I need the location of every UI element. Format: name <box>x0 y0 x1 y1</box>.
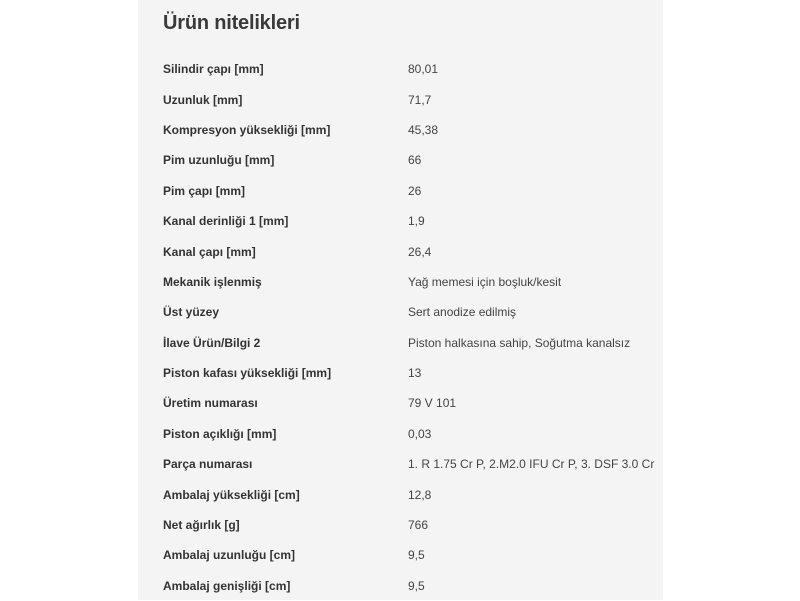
section-title: Ürün nitelikleri <box>163 12 300 34</box>
spec-label: Kanal derinliği 1 [mm] <box>163 214 289 229</box>
spec-list <box>138 54 663 601</box>
spec-value: 1. R 1.75 Cr P, 2.M2.0 IFU Cr P, 3. DSF 3.0 Cr <box>408 457 655 472</box>
spec-label: Üst yüzey <box>163 305 220 320</box>
spec-value: 66 <box>408 153 422 168</box>
spec-value: 79 V 101 <box>408 396 457 411</box>
spec-value: Piston halkasına sahip, Soğutma kanalsız <box>408 335 631 350</box>
spec-label: Pim uzunluğu [mm] <box>163 153 275 168</box>
spec-value: 26 <box>408 183 422 198</box>
spec-label: Üretim numarası <box>163 396 258 411</box>
spec-label: Silindir çapı [mm] <box>163 62 264 77</box>
spec-label: Net ağırlık [g] <box>163 518 240 533</box>
spec-row-crown-height <box>138 358 663 388</box>
spec-value: 26,4 <box>408 244 432 259</box>
spec-label: Parça numarası <box>163 457 253 472</box>
spec-label: Kanal çapı [mm] <box>163 244 256 259</box>
spec-row-additional-info <box>138 328 663 358</box>
spec-row-pin-length <box>138 145 663 175</box>
spec-row-groove-diameter <box>138 236 663 266</box>
spec-label: Mekanik işlenmiş <box>163 274 262 289</box>
spec-value: Sert anodize edilmiş <box>408 305 517 320</box>
spec-value: 1,9 <box>408 214 425 229</box>
spec-row-groove-depth <box>138 206 663 236</box>
spec-row-pin-diameter <box>138 176 663 206</box>
spec-label: Ambalaj genişliği [cm] <box>163 578 291 593</box>
spec-row-cylinder-bore <box>138 54 663 84</box>
spec-row-production-number <box>138 388 663 418</box>
spec-row-top-surface <box>138 297 663 327</box>
spec-value: 766 <box>408 518 429 533</box>
product-attributes-panel <box>138 0 663 600</box>
spec-label: Ambalaj yüksekliği [cm] <box>163 487 300 502</box>
spec-row-length <box>138 84 663 114</box>
spec-value: 13 <box>408 366 422 381</box>
spec-label: İlave Ürün/Bilgi 2 <box>163 335 261 350</box>
spec-value: Yağ memesi için boşluk/kesit <box>408 274 562 289</box>
spec-label: Piston açıklığı [mm] <box>163 426 277 441</box>
spec-label: Uzunluk [mm] <box>163 92 243 107</box>
spec-row-part-number <box>138 449 663 479</box>
spec-row-package-height <box>138 479 663 509</box>
spec-value: 12,8 <box>408 487 432 502</box>
spec-value: 9,5 <box>408 578 425 593</box>
spec-row-compression-height <box>138 115 663 145</box>
spec-value: 45,38 <box>408 122 439 137</box>
spec-label: Ambalaj uzunluğu [cm] <box>163 548 295 563</box>
spec-row-machined <box>138 267 663 297</box>
spec-row-package-length <box>138 540 663 570</box>
spec-row-piston-clearance <box>138 419 663 449</box>
spec-value: 80,01 <box>408 62 439 77</box>
spec-label: Kompresyon yüksekliği [mm] <box>163 122 331 137</box>
spec-value: 71,7 <box>408 92 432 107</box>
spec-label: Pim çapı [mm] <box>163 183 246 198</box>
spec-value: 0,03 <box>408 426 432 441</box>
spec-row-package-width <box>138 571 663 601</box>
spec-row-net-weight <box>138 510 663 540</box>
spec-label: Piston kafası yüksekliği [mm] <box>163 366 332 381</box>
spec-value: 9,5 <box>408 548 425 563</box>
